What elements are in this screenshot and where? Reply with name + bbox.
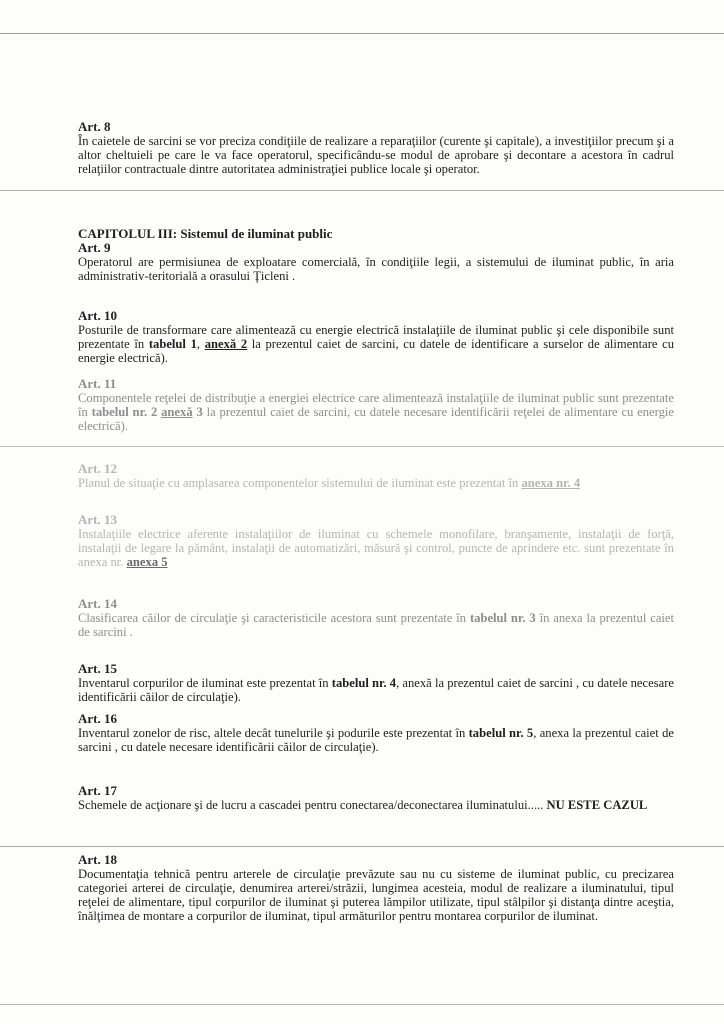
scan-fold-line <box>0 190 724 191</box>
text-part: Inventarul corpurilor de iluminat este prezentat în <box>78 676 329 690</box>
scan-fold-line <box>0 846 724 847</box>
article-text: Documentaţia tehnică pentru arterele de circulaţie prevăzute sau nu cu sisteme de iluminat public, cu precizarea categoriei arterei de circulaţie, denumirea arterei/străzii, lungimea acesteia, modul de realizare a iluminatului, tipul reţelei de alimentare, tipul corpurilor de iluminat şi puterea lămpilor utilizate, tipul stâlpilor şi distanţa dintre aceştia, înălţimea de montare a corpurilor de iluminat, tipul armăturilor pentru montarea corpurilor de iluminat. <box>78 867 674 923</box>
article-text <box>78 798 674 812</box>
not-applicable-note: NU ESTE CAZUL <box>546 798 648 812</box>
article-8 <box>78 120 674 176</box>
scan-top-edge <box>0 33 724 34</box>
article-text <box>78 726 674 754</box>
article-15 <box>78 662 674 704</box>
article-text <box>78 527 674 569</box>
article-text <box>78 323 674 365</box>
article-heading: Art. 17 <box>78 783 117 798</box>
chapter-title: CAPITOLUL III: Sistemul de iluminat public <box>78 226 333 241</box>
table-reference: tabelul nr. 4 <box>331 676 397 690</box>
article-heading: Art. 15 <box>78 661 117 676</box>
text-part: Componentele reţelei de distribuţie a energiei electrice care alimentează instalaţiile de iluminat public sunt prezentate în <box>78 391 674 419</box>
article-text: În caietele de sarcini se vor preciza condiţiile de realizare a reparaţiilor (curente şi capitale), a investiţiilor precum şi a altor cheltuieli pe care le va face operatorul, specificându-se modul de aprobare şi decontare a acestora în cadrul relaţiilor contractuale dintre autoritatea administraţiei publice locale şi operator. <box>78 134 674 176</box>
annex-reference: anexă <box>161 405 193 419</box>
chapter-3 <box>78 227 674 283</box>
article-10 <box>78 309 674 365</box>
table-reference: tabelul 1 <box>148 337 197 351</box>
annex-number: 3 <box>196 405 203 419</box>
text-part: în anexa la prezentul caiet de sarcini . <box>78 611 674 639</box>
article-14 <box>78 597 674 639</box>
scan-bottom-edge <box>0 1004 724 1005</box>
annex-reference: anexa 5 <box>126 555 168 569</box>
text-part: Inventarul zonelor de risc, altele decât tunelurile şi podurile este prezentat în <box>78 726 466 740</box>
article-text <box>78 611 674 639</box>
text-part: la prezentul caiet de sarcini, cu datele de identificare a surselor de alimentare cu energie electrică). <box>78 337 675 365</box>
article-text <box>78 476 674 490</box>
article-heading: Art. 10 <box>78 308 117 323</box>
article-heading: Art. 18 <box>78 852 117 867</box>
article-11 <box>78 377 674 433</box>
annex-reference: anexă 2 <box>204 337 248 351</box>
text-part: la prezentul caiet de sarcini, cu datele necesare identificării reţelei de alimentare cu energie electrică). <box>78 405 674 433</box>
table-reference: tabelul nr. 3 <box>469 611 536 625</box>
table-reference: tabelul nr. 5 <box>468 726 534 740</box>
article-heading: Art. 16 <box>78 711 117 726</box>
article-16 <box>78 712 674 754</box>
article-heading: Art. 14 <box>78 596 117 611</box>
text-part: Clasificarea căilor de circulaţie şi caracteristicile acestora sunt prezentate în <box>78 611 467 625</box>
article-heading: Art. 8 <box>78 119 111 134</box>
text-part: , anexă la prezentul caiet de sarcini , cu datele necesare identificării căilor de circulaţie). <box>78 676 674 704</box>
scan-fold-line <box>0 446 724 447</box>
text-part: Planul de situaţie cu amplasarea componentelor sistemului de iluminat este prezentat în <box>78 476 519 490</box>
text-part: Posturile de transformare care alimentează cu energie electrică instalaţiile de iluminat public şi cele disponibile sunt prezentate în <box>78 323 674 351</box>
article-heading: Art. 11 <box>78 376 117 391</box>
article-text <box>78 676 674 704</box>
annex-reference: anexa nr. 4 <box>521 476 581 490</box>
article-heading: Art. 9 <box>78 240 111 255</box>
text-part: , anexa la prezentul caiet de sarcini , cu datele necesare identificării căilor de circulaţie). <box>78 726 674 754</box>
article-text: Operatorul are permisiunea de exploatare comercială, în condiţiile legii, a sistemului de iluminat public, în aria administrativ-teritorială a orasului Ţicleni . <box>78 255 674 283</box>
article-12 <box>78 462 674 490</box>
article-heading: Art. 13 <box>78 512 117 527</box>
article-18 <box>78 853 674 923</box>
text-part: Schemele de acţionare şi de lucru a cascadei pentru conectarea/deconectarea iluminatului..... <box>78 798 544 812</box>
article-text <box>78 391 674 433</box>
separator: , <box>196 337 201 351</box>
table-reference: tabelul nr. 2 <box>91 405 158 419</box>
article-heading: Art. 12 <box>78 461 117 476</box>
text-part: Instalaţiile electrice aferente instalaţiilor de iluminat cu schemele monofilare, branşamente, instalaţii de forţă, instalaţii de legare la pământ, instalaţii de automatizări, măsură şi control, puncte de aprindere etc. sunt prezentate în anexa nr. <box>78 527 674 569</box>
article-13 <box>78 513 674 569</box>
article-17 <box>78 784 674 812</box>
